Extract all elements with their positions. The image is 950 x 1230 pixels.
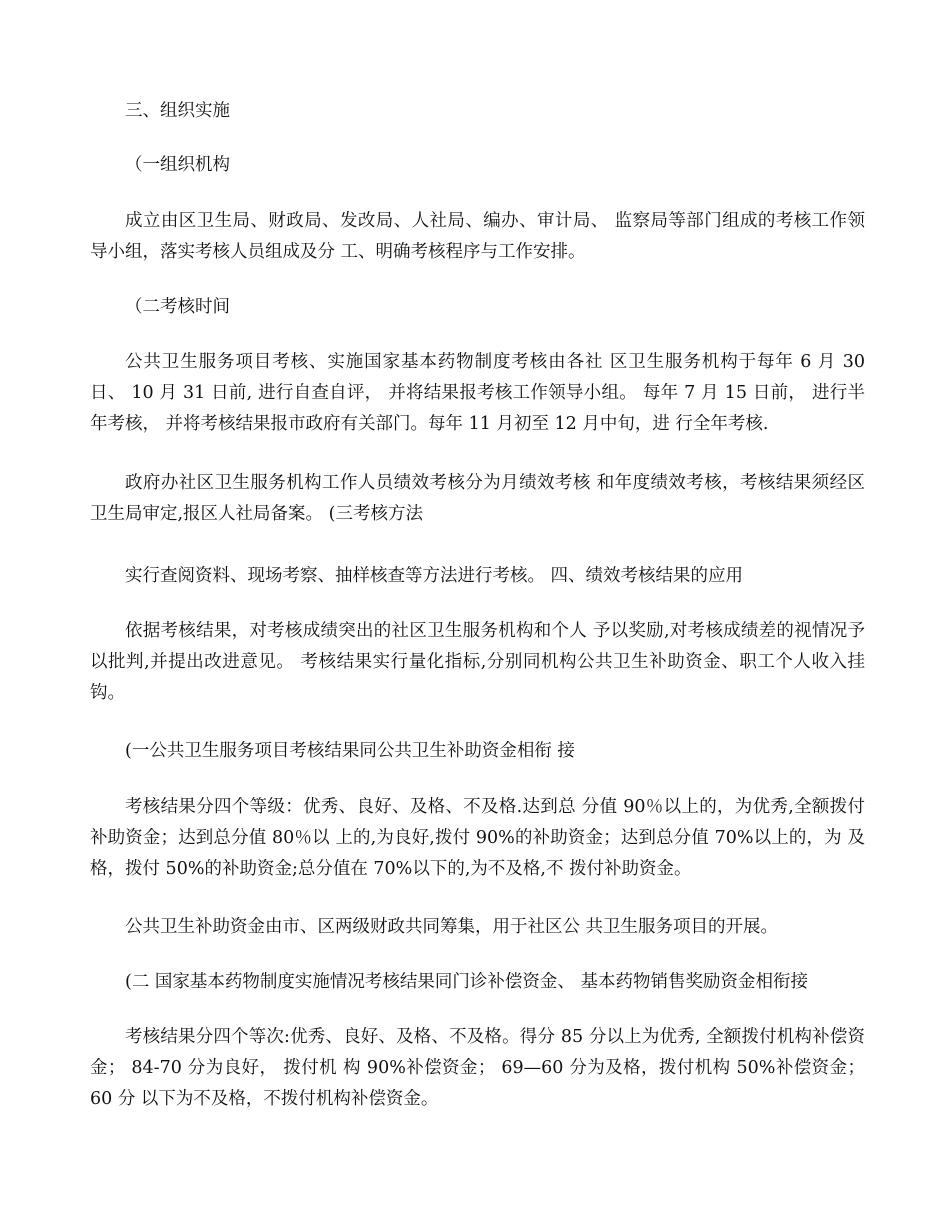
paragraph-assessment-method: 实行查阅资料、现场考察、抽样核查等方法进行考核。 四、绩效考核结果的应用 (125, 566, 744, 586)
section-heading-organization: 三、组织实施 (125, 101, 230, 121)
subheading-organization-structure: （一组织机构 (125, 155, 230, 175)
subheading-assessment-time: （二考核时间 (125, 297, 230, 317)
paragraph-assessment-schedule: 公共卫生服务项目考核、实施国家基本药物制度考核由各社 区卫生服务机构于每年 6 月 30 日、 10 月 31 日前, 进行自查自评， 并将结果报考核工作领导小组。 每年 7 月 15 日前， 进行半年考核， 并将考核结果报市政府有关部门。每年 11 月初至 12 月中旬，进 行全年考核. (90, 352, 865, 434)
paragraph-staff-performance: 政府办社区卫生服务机构工作人员绩效考核分为月绩效考核 和年度绩效考核，考核结果须经区卫生局审定,报区人社局备案。 (三考核方法 (90, 473, 865, 524)
paragraph-result-application: 依据考核结果，对考核成绩突出的社区卫生服务机构和个人 予以奖励,对考核成绩差的视情况予以批判,并提出改进意见。 考核结果实行量化指标,分别同机构公共卫生补助资金、职工个人收入挂钩。 (90, 621, 865, 703)
paragraph-grading-levels: 考核结果分四个等级：优秀、良好、及格、不及格.达到总 分值 90％以上的，为优秀,全额拨付补助资金；达到总分值 80％以 上的,为良好,拨付 90%的补助资金；达到总分值 70%以上的，为 及格，拨付 50%的补助资金;总分值在 70%以下的,为不及格,不 拨付补助资金。 (90, 797, 865, 879)
subheading-public-health-funds: (一公共卫生服务项目考核结果同公共卫生补助资金相衔 接 (125, 741, 575, 761)
subheading-essential-drugs: (二 国家基本药物制度实施情况考核结果同门诊补偿资金、 基本药物销售奖励资金相衔接 (125, 972, 808, 992)
paragraph-drug-grading: 考核结果分四个等次:优秀、良好、及格、不及格。得分 85 分以上为优秀, 全额拨付机构补偿资金； 84-70 分为良好， 拨付机 构 90%补偿资金； 69—60 分为及格，拨付机构 50%补偿资金； 60 分 以下为不及格，不拨付机构补偿资金。 (90, 1027, 865, 1109)
paragraph-leading-group: 成立由区卫生局、财政局、发改局、人社局、编办、审计局、 监察局等部门组成的考核工作领导小组，落实考核人员组成及分 工、明确考核程序与工作安排。 (90, 211, 865, 262)
paragraph-funding-source: 公共卫生补助资金由市、区两级财政共同筹集，用于社区公 共卫生服务项目的开展。 (125, 917, 779, 937)
